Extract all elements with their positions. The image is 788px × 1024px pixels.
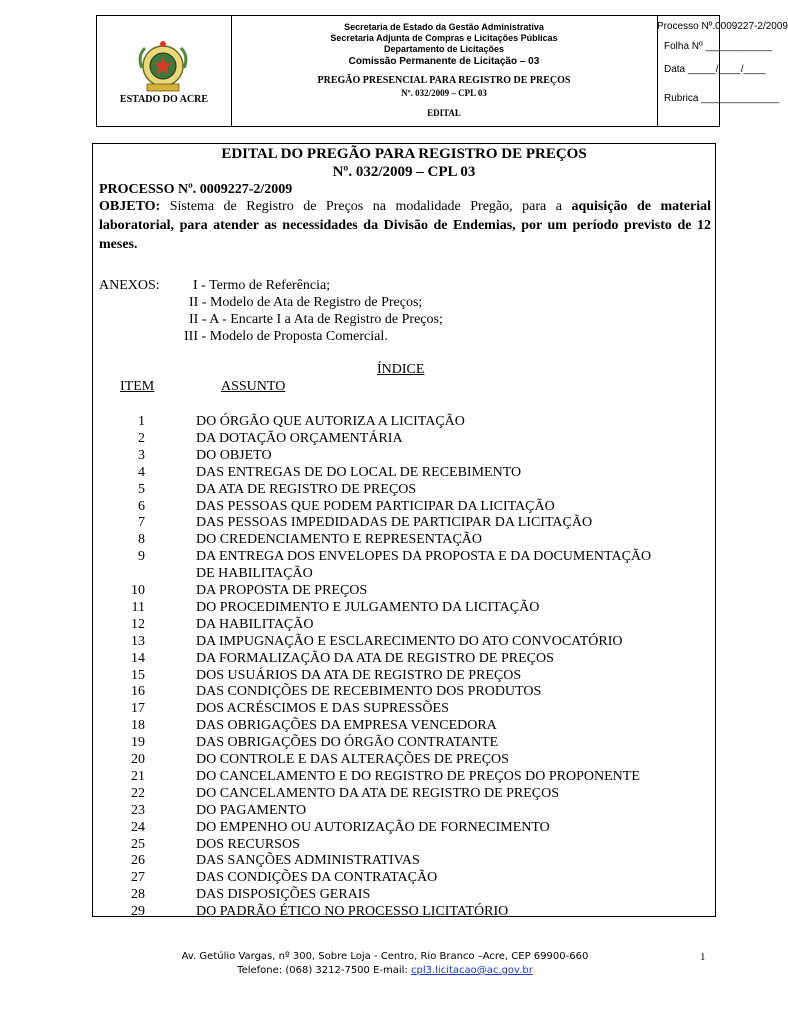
index-item-number: 22 <box>131 785 145 801</box>
index-row <box>93 499 715 515</box>
edital-title: EDITAL DO PREGÃO PARA REGISTRO DE PREÇOS <box>221 146 587 162</box>
data-field: Data _____/____/____ <box>664 64 766 75</box>
index-row <box>93 448 715 464</box>
header-agency-cell <box>231 16 658 126</box>
indice-title: ÍNDICE <box>377 362 425 377</box>
acre-coat-of-arms-icon <box>133 38 193 98</box>
page-number: 1 <box>700 951 706 963</box>
index-row <box>93 465 715 481</box>
index-row <box>93 735 715 751</box>
folha-field: Folha Nº ____________ <box>664 41 773 52</box>
index-item-subject: DAS OBRIGAÇÕES DA EMPRESA VENCEDORA <box>196 718 497 734</box>
index-row <box>93 684 715 700</box>
index-item-subject: DA HABILITAÇÃO <box>196 616 314 632</box>
index-item-subject: DAS DISPOSIÇÕES GERAIS <box>196 887 371 903</box>
index-item-number: 11 <box>131 599 145 615</box>
index-item-number: 18 <box>131 718 145 734</box>
index-row <box>93 887 715 903</box>
index-item-number: 10 <box>131 583 145 598</box>
index-item-subject-continued: DE HABILITAÇÃO <box>196 566 313 582</box>
index-item-number: 27 <box>131 870 145 886</box>
index-item-subject: DO CANCELAMENTO DA ATA DE REGISTRO DE PREÇOS <box>196 785 560 801</box>
index-row <box>93 482 715 498</box>
header-control-cell <box>657 16 788 126</box>
index-item-subject: DAS CONDIÇÕES DE RECEBIMENTO DOS PRODUTOS <box>196 684 542 700</box>
index-item-number: 16 <box>131 684 145 700</box>
anexo-item: II - A - Encarte I a Ata de Registro de Preços; <box>189 312 443 327</box>
edital-number: Nº. 032/2009 – CPL 03 <box>332 164 476 180</box>
index-item-subject: DO CREDENCIAMENTO E REPRESENTAÇÃO <box>196 532 483 548</box>
index-row <box>93 549 715 565</box>
index-row <box>93 701 715 717</box>
index-item-subject: DAS ENTREGAS DE DO LOCAL DE RECEBIMENTO <box>196 464 522 480</box>
index-item-number: 24 <box>131 819 145 835</box>
objeto-label: OBJETO: <box>99 199 161 214</box>
edital-label: EDITAL <box>427 108 461 118</box>
index-item-number: 21 <box>131 768 145 784</box>
index-item-number: 29 <box>131 904 145 920</box>
pregao-title-line-1: PREGÃO PRESENCIAL PARA REGISTRO DE PREÇOS <box>317 75 571 86</box>
index-item-number: 6 <box>138 498 145 514</box>
index-item-subject: DAS PESSOAS QUE PODEM PARTICIPAR DA LICITAÇÃO <box>196 498 555 514</box>
index-item-subject: DAS OBRIGAÇÕES DO ÓRGÃO CONTRATANTE <box>196 735 499 751</box>
index-row <box>93 752 715 768</box>
index-item-number: 12 <box>131 616 145 632</box>
index-item-subject: DAS CONDIÇÕES DA CONTRATAÇÃO <box>196 870 438 886</box>
index-row <box>93 803 715 819</box>
index-item-subject: DA ENTREGA DOS ENVELOPES DA PROPOSTA E DA DOCUMENTAÇÃO <box>196 549 652 565</box>
index-item-number: 8 <box>138 532 145 548</box>
footer-email-link[interactable]: cpl3.licitacao@ac.gov.br <box>410 965 533 976</box>
index-item-number: 3 <box>138 447 145 463</box>
objeto-bold-text: aquisição de material laboratorial, para atender as necessidades da Divisão de Endemias, por um período previsto de 12 meses. <box>99 199 712 252</box>
index-item-subject: DO CONTROLE E DAS ALTERAÇÕES DE PREÇOS <box>196 752 509 767</box>
index-row <box>93 718 715 734</box>
index-row <box>93 668 715 684</box>
edital-body-box <box>92 143 716 920</box>
anexo-item: III - Modelo de Proposta Comercial. <box>184 329 388 344</box>
index-item-subject: DO PADRÃO ÉTICO NO PROCESSO LICITATÓRIO <box>196 904 509 920</box>
index-row <box>93 870 715 886</box>
index-item-number: 26 <box>131 853 145 869</box>
index-item-number: 1 <box>138 414 145 429</box>
index-item-subject: DOS RECURSOS <box>196 836 300 852</box>
index-row <box>93 820 715 836</box>
footer-phone: Telefone: (068) 3212-7500 E-mail: <box>237 965 411 976</box>
index-item-subject: DO PROCEDIMENTO E JULGAMENTO DA LICITAÇÃO <box>196 599 540 615</box>
index-row <box>93 786 715 802</box>
state-label: ESTADO DO ACRE <box>119 94 209 105</box>
index-item-subject: DO ÓRGÃO QUE AUTORIZA A LICITAÇÃO <box>196 414 465 429</box>
index-item-subject: DA ATA DE REGISTRO DE PREÇOS <box>196 481 417 497</box>
index-item-subject: DO PAGAMENTO <box>196 802 307 818</box>
footer-contact <box>0 965 770 976</box>
index-item-subject: DA FORMALIZAÇÃO DA ATA DE REGISTRO DE PREÇOS <box>196 650 554 666</box>
pregao-title-line-2: Nº. 032/2009 – CPL 03 <box>401 88 487 98</box>
objeto-paragraph <box>99 197 711 254</box>
footer-address: Av. Getúlio Vargas, nº 300, Sobre Loja - Centro, Rio Branco –Acre, CEP 69900-660 <box>181 951 589 962</box>
index-item-subject: DA IMPUGNAÇÃO E ESCLARECIMENTO DO ATO CONVOCATÓRIO <box>196 633 623 649</box>
index-item-number: 28 <box>131 887 145 903</box>
index-row <box>93 853 715 869</box>
document-header <box>96 15 788 127</box>
index-item-subject: DO EMPENHO OU AUTORIZAÇÃO DE FORNECIMENTO <box>196 819 550 835</box>
anexo-item: II - Modelo de Ata de Registro de Preços; <box>189 295 423 310</box>
index-row <box>93 617 715 633</box>
index-row <box>93 837 715 853</box>
header-line-1: Secretaria de Estado da Gestão Administrativa <box>344 22 544 32</box>
rubrica-field: Rubrica ______________ <box>664 93 780 104</box>
index-row <box>93 532 715 548</box>
index-item-number: 13 <box>131 633 145 649</box>
index-item-subject: DO CANCELAMENTO E DO REGISTRO DE PREÇOS DO PROPONENTE <box>196 768 640 784</box>
index-row <box>93 600 715 616</box>
index-item-subject: DOS USUÁRIOS DA ATA DE REGISTRO DE PREÇOS <box>196 667 522 683</box>
index-item-subject: DA PROPOSTA DE PREÇOS <box>196 583 368 598</box>
index-row <box>93 515 715 531</box>
index-row <box>93 634 715 650</box>
index-row <box>93 904 715 920</box>
index-row <box>93 414 715 430</box>
anexos-label: ANEXOS: <box>99 278 160 293</box>
index-item-number: 4 <box>138 464 145 480</box>
col-assunto-header: ASSUNTO <box>221 379 286 394</box>
index-item-number: 14 <box>131 650 145 666</box>
header-line-3: Departamento de Licitações <box>383 44 505 54</box>
index-item-subject: DA DOTAÇÃO ORÇAMENTÁRIA <box>196 430 403 446</box>
index-item-number: 9 <box>138 549 145 565</box>
index-item-number: 25 <box>131 836 145 852</box>
index-item-number: 19 <box>131 735 145 751</box>
index-item-number: 5 <box>138 481 145 497</box>
index-item-subject: DOS ACRÉSCIMOS E DAS SUPRESSÕES <box>196 701 449 717</box>
anexo-item: I - Termo de Referência; <box>193 278 331 293</box>
objeto-text: Sistema de Registro de Preços na modalidade Pregão, para a <box>160 199 572 214</box>
header-logo-cell <box>97 16 232 126</box>
index-row <box>93 651 715 667</box>
index-item-subject: DO OBJETO <box>196 447 272 463</box>
index-item-number: 15 <box>131 667 145 683</box>
index-item-number: 2 <box>138 430 145 446</box>
processo-heading: PROCESSO Nº. 0009227-2/2009 <box>99 182 293 197</box>
index-row <box>93 431 715 447</box>
index-item-number: 20 <box>131 752 145 767</box>
index-row <box>93 583 715 599</box>
index-item-subject: DAS SANÇÕES ADMINISTRATIVAS <box>196 853 420 869</box>
col-item-header: ITEM <box>120 379 155 394</box>
processo-number: Processo Nº.0009227-2/2009 <box>657 21 788 32</box>
index-item-number: 17 <box>131 701 145 717</box>
index-item-number: 7 <box>138 515 145 531</box>
header-line-2: Secretaria Adjunta de Compras e Licitações Públicas <box>330 33 558 43</box>
header-line-4: Comissão Permanente de Licitação – 03 <box>348 56 540 67</box>
index-item-subject: DAS PESSOAS IMPEDIDADAS DE PARTICIPAR DA LICITAÇÃO <box>196 515 593 531</box>
index-row <box>93 769 715 785</box>
index-item-number: 23 <box>131 802 145 818</box>
index-row-continuation <box>93 566 715 582</box>
